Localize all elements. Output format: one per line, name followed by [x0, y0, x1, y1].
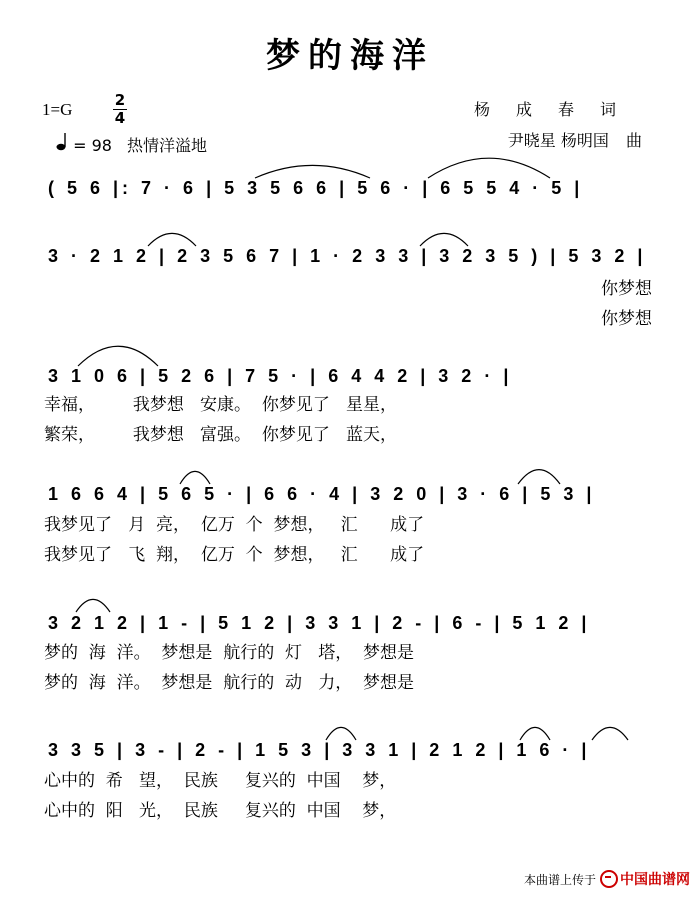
quarter-note-icon [56, 133, 68, 155]
lyric-line: 繁荣， 我梦想 富强。 你梦见了 蓝天， [44, 425, 398, 445]
lyric-line: 你梦想 [601, 279, 652, 299]
slur-arc [78, 346, 158, 366]
upload-text: 本曲谱上传于 [523, 872, 596, 887]
slur-arc [180, 471, 210, 484]
time-signature-top: 2 [114, 91, 126, 109]
tempo-marking [56, 133, 207, 156]
lyricist-credit [474, 97, 642, 120]
site-logo-icon [600, 870, 618, 888]
time-signature-bottom: 4 [114, 109, 126, 127]
lyric-line: 幸福， 我梦想 安康。 你梦见了 星星， [44, 395, 398, 415]
lyricist-role: 词 [599, 100, 642, 119]
lyricist-name: 杨成春 [473, 100, 600, 119]
footer [524, 869, 690, 889]
composer-role: 曲 [625, 131, 642, 150]
lyric-line: 梦的 海 洋。 梦想是 航行的 动 力， 梦想是 [44, 673, 415, 693]
slur-arc [148, 233, 196, 246]
slur-arc [255, 165, 370, 178]
site-logo [600, 869, 690, 889]
tempo-expression: 热情洋溢地 [127, 136, 208, 155]
site-name: 中国曲谱网 [620, 872, 690, 888]
score-line: 1 6 6 4 | 5 6 5 · | 6 6 · 4 | 3 2 0 | 3 · 6 | 5 3 | [48, 484, 596, 504]
time-signature [113, 93, 127, 126]
slur-arc [428, 158, 550, 178]
slur-arc [520, 727, 550, 740]
lyric-line: 心中的 阳 光， 民族 复兴的 中国 梦， [44, 801, 397, 821]
score-line: 3 2 1 2 | 1 - | 5 1 2 | 3 3 1 | 2 - | 6 - | 5 1 2 | [48, 613, 591, 633]
song-title: 梦的海洋 [266, 36, 434, 76]
slur-arc [420, 233, 468, 246]
slur-arc [326, 727, 356, 740]
key-signature: 1=G [42, 100, 73, 119]
lyric-line: 心中的 希 望， 民族 复兴的 中国 梦， [44, 771, 397, 791]
slur-arc [76, 599, 110, 612]
score-line: 3 3 5 | 3 - | 2 - | 1 5 3 | 3 3 1 | 2 1 2 | 1 6 · | [48, 740, 591, 760]
score-line: ( 5 6 |: 7 · 6 | 5 3 5 6 6 | 5 6 · | 6 5 5 4 · 5 | [48, 178, 584, 198]
lyric-line: 你梦想 [601, 309, 652, 329]
lyric-line: 我梦见了 月 亮， 亿万 个 梦想， 汇 成了 [44, 515, 425, 535]
slur-arc [592, 727, 628, 740]
composer-names: 尹晓星 杨明国 [507, 131, 609, 150]
composer-credit [508, 128, 642, 151]
lyric-line: 我梦见了 飞 翔， 亿万 个 梦想， 汇 成了 [44, 545, 425, 565]
score-line: 3 1 0 6 | 5 2 6 | 7 5 · | 6 4 4 2 | 3 2 · | [48, 366, 513, 386]
score-line: 3 · 2 1 2 | 2 3 5 6 7 | 1 · 2 3 3 | 3 2 3 5 ) | 5 3 2 | [48, 246, 647, 266]
lyric-line: 梦的 海 洋。 梦想是 航行的 灯 塔， 梦想是 [44, 643, 415, 663]
slur-arc [518, 470, 560, 484]
tempo-bpm: = 98 [73, 136, 112, 155]
